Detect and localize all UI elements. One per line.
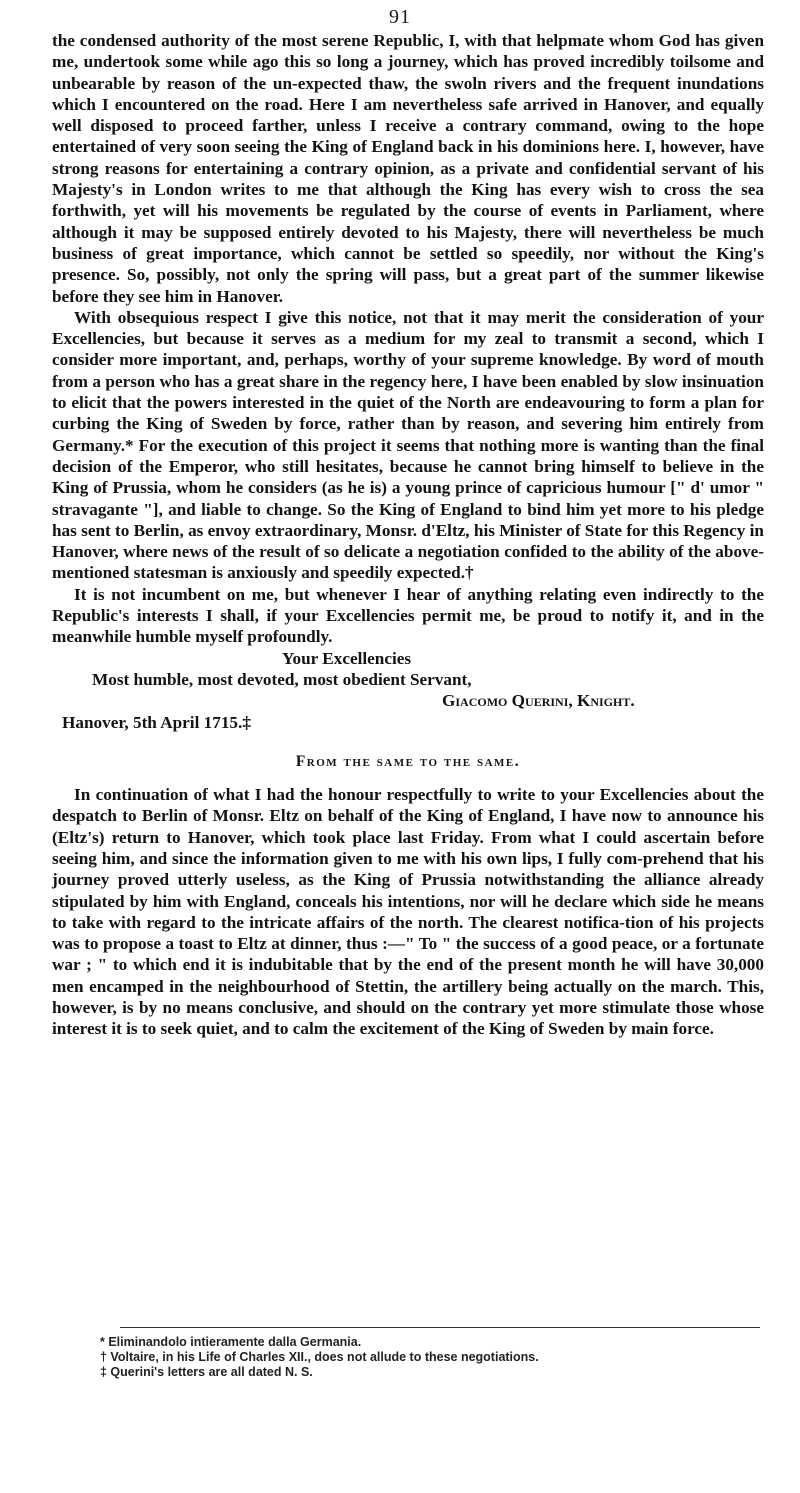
paragraph: It is not incumbent on me, but whenever I hear of anything relating even indirectly to the Republic's interests I shall, if your Excellencies permit me, be proud to notify it, and in the meanwhile humble myself profoundly. [52,584,764,647]
page-number: 91 [389,6,411,28]
paragraph: With obsequious respect I give this notice, not that it may merit the consideration of your Excellencies, but because it serves as a medium for my zeal to transmit a second, which I consider more important, and, perhaps, worthy of your supreme knowledge. By word of mouth from a person who has a great share in the regency here, I have been enabled by slow insinuation to elicit that the powers interested in the quiet of the North are endeavouring to form a plan for curbing the King of Sweden by force, rather than by reason, and severing him entirely from Germany.* For the execution of this project it seems that nothing more is wanting than the final decision of the Emperor, who still hesitates, because he cannot bring himself to believe in the King of Prussia, whom he considers (as he is) a young prince of capricious humour [" d' umor " stravagante "], and liable to change. So the King of England to bind him yet more to his pledge has sent to Berlin, as envoy extraordinary, Monsr. d'Eltz, his Minister of State for this Regency in Hanover, where news of the result of so delicate a negotiation confided to the ability of the above-mentioned statesman is anxiously and speedily expected.† [52,307,764,583]
footnote: ‡ Querini's letters are all dated N. S. [100,1365,313,1379]
footnote-divider [120,1327,760,1328]
paragraph: the condensed authority of the most serene Republic, I, with that helpmate whom God has given me, undertook some while ago this so long a journey, which has proved incredibly toilsome and unbearable by reason of the un-expected thaw, the swoln rivers and the frequent inundations which I encountered on the road. Here I am nevertheless safe arrived in Hanover, and equally well disposed to proceed farther, unless I receive a contrary command, owing to the hope entertained of very soon seeing the King of England back in his dominions here. I, however, have strong reasons for entertaining a contrary opinion, as a private and confidential servant of his Majesty's in London writes to me that although the King has every wish to cross the sea forthwith, yet will his movements be regulated by the course of events in Parliament, where although it may be supposed entirely devoted to his Majesty, there will nevertheless be much business of great importance, which cannot be settled so speedily, nor without the King's presence. So, possibly, not only the spring will pass, but a great part of the summer likewise before they see him in Hanover. [52,31,764,306]
closing-salutation: Your Excellencies [282,648,412,668]
footnotes [100,1335,740,1380]
letter-date: Hanover, 5th April 1715.‡ [62,712,251,732]
paragraph: In continuation of what I had the honour respectfully to write to your Excellencies about the despatch to Berlin of Monsr. Eltz on behalf of the King of England, I have now to announce his (Eltz's) return to Hanover, which took place last Friday. From what I could ascertain before seeing him, and since the information given to me with his own lips, I fully com-prehend that his journey proved utterly useless, as the King of Prussia notwithstanding the alliance already stipulated by him with England, conceals his intentions, nor will he declare which side he means to take with regard to the intricate affairs of the north. The clearest notifica-tion of his projects was to propose a toast to Eltz at dinner, thus :—" To " the success of a good peace, or a fortunate war ; " to which end it is indubitable that by the end of the present month he will have 30,000 men encamped in the neighbourhood of Stettin, the artillery being actually on the march. This, however, is by no means conclusive, and should on the contrary yet more stimulate those whose interest it is to seek quiet, and to calm the excitement of the King of Sweden by main force. [52,785,764,1039]
closing-subscription: Most humble, most devoted, most obedient Servant, [92,669,472,689]
footnote: * Eliminandolo intieramente dalla Germania. [100,1335,362,1349]
signature [52,690,764,711]
footnote: † Voltaire, in his Life of Charles XII., does not allude to these negotiations. [100,1350,539,1364]
section-heading: From the same to the same. [295,752,521,770]
letter-one [52,30,764,1040]
signature-name: Giacomo Querini, Knight. [442,691,635,711]
